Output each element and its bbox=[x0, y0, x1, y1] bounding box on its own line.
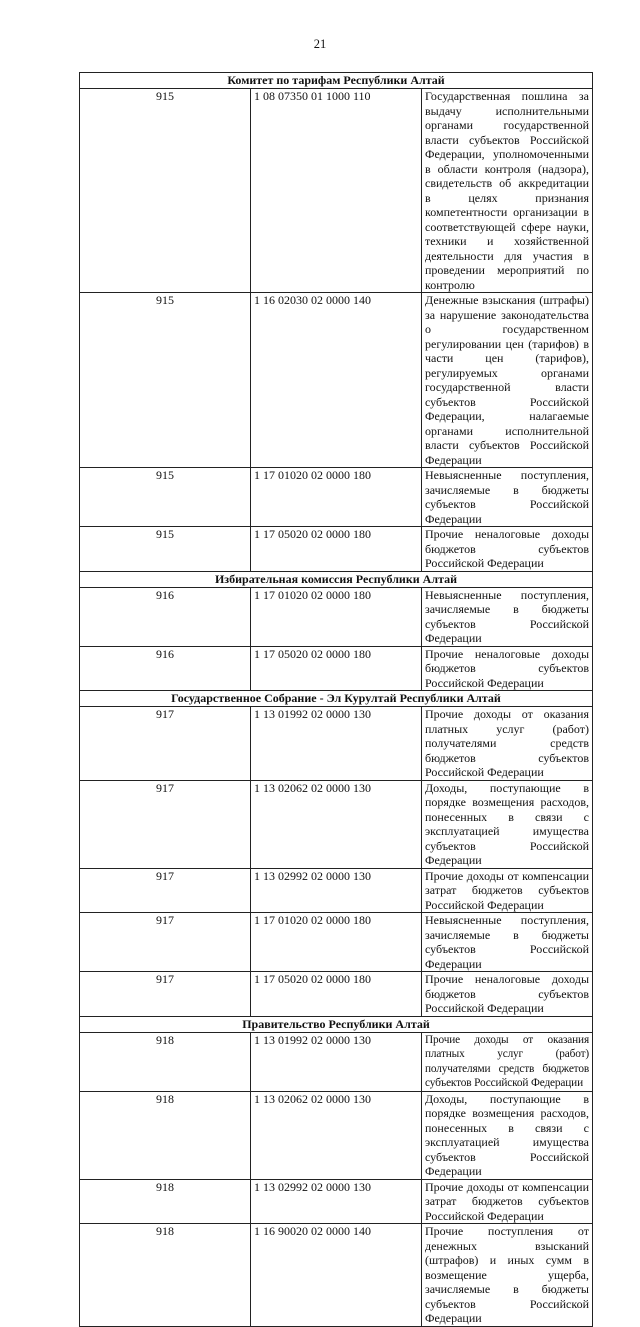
admin-code-cell: 917 bbox=[80, 913, 251, 972]
admin-code-cell: 915 bbox=[80, 527, 251, 572]
description-cell: Прочие доходы от оказания платных услуг (работ) получателями средств бюджетов субъектов Российской Федерации bbox=[422, 707, 593, 781]
description-cell: Доходы, поступающие в порядке возмещения расходов, понесенных в связи с эксплуатацией имущества субъектов Российской Федерации bbox=[422, 1091, 593, 1179]
admin-code-cell: 915 bbox=[80, 89, 251, 293]
section-title: Правительство Республики Алтай bbox=[80, 1016, 593, 1032]
description-cell: Прочие неналоговые доходы бюджетов субъектов Российской Федерации bbox=[422, 972, 593, 1017]
description-cell: Прочие доходы от компенсации затрат бюджетов субъектов Российской Федерации bbox=[422, 868, 593, 913]
section-header-row bbox=[80, 691, 593, 707]
admin-code-cell: 917 bbox=[80, 707, 251, 781]
admin-code-cell: 918 bbox=[80, 1224, 251, 1327]
table-row bbox=[80, 913, 593, 972]
admin-code-cell: 917 bbox=[80, 868, 251, 913]
budget-code-cell: 1 13 01992 02 0000 130 bbox=[251, 1032, 422, 1091]
table-row bbox=[80, 293, 593, 468]
description-cell: Прочие неналоговые доходы бюджетов субъектов Российской Федерации bbox=[422, 646, 593, 691]
budget-code-cell: 1 17 05020 02 0000 180 bbox=[251, 646, 422, 691]
admin-code-cell: 918 bbox=[80, 1091, 251, 1179]
table-row bbox=[80, 1224, 593, 1327]
table-body bbox=[80, 73, 593, 1327]
description-cell: Прочие поступления от денежных взысканий (штрафов) и иных сумм в возмещение ущерба, зачисляемые в бюджеты субъектов Российской Федерации bbox=[422, 1224, 593, 1327]
table-row bbox=[80, 1032, 593, 1091]
admin-code-cell: 915 bbox=[80, 468, 251, 527]
description-cell: Невыясненные поступления, зачисляемые в бюджеты субъектов Российской Федерации bbox=[422, 587, 593, 646]
description-cell: Невыясненные поступления, зачисляемые в бюджеты субъектов Российской Федерации bbox=[422, 913, 593, 972]
table-row bbox=[80, 1091, 593, 1179]
description-cell: Государственная пошлина за выдачу исполнительными органами государственной власти субъектов Российской Федерации, уполномоченными в области контроля (надзора), свидетельств об аккредитации в целях признания компетентности организации в соответствующей сфере науки, техники и хозяйственной деятельности для участия в проведении мероприятий по контролю bbox=[422, 89, 593, 293]
section-title: Комитет по тарифам Республики Алтай bbox=[80, 73, 593, 89]
page-number: 21 bbox=[313, 37, 327, 51]
budget-code-cell: 1 16 90020 02 0000 140 bbox=[251, 1224, 422, 1327]
admin-code-cell: 918 bbox=[80, 1032, 251, 1091]
description-cell: Прочие доходы от компенсации затрат бюджетов субъектов Российской Федерации bbox=[422, 1179, 593, 1224]
budget-code-cell: 1 13 02992 02 0000 130 bbox=[251, 1179, 422, 1224]
description-cell: Доходы, поступающие в порядке возмещения расходов, понесенных в связи с эксплуатацией имущества субъектов Российской Федерации bbox=[422, 780, 593, 868]
admin-code-cell: 918 bbox=[80, 1179, 251, 1224]
budget-code-cell: 1 13 02062 02 0000 130 bbox=[251, 1091, 422, 1179]
section-title: Государственное Собрание - Эл Курултай Республики Алтай bbox=[80, 691, 593, 707]
budget-code-cell: 1 13 02062 02 0000 130 bbox=[251, 780, 422, 868]
budget-code-cell: 1 17 01020 02 0000 180 bbox=[251, 587, 422, 646]
admin-code-cell: 916 bbox=[80, 587, 251, 646]
section-header-row bbox=[80, 73, 593, 89]
budget-code-cell: 1 08 07350 01 1000 110 bbox=[251, 89, 422, 293]
budget-code-cell: 1 13 01992 02 0000 130 bbox=[251, 707, 422, 781]
table-row bbox=[80, 468, 593, 527]
budget-code-cell: 1 16 02030 02 0000 140 bbox=[251, 293, 422, 468]
budget-code-cell: 1 17 01020 02 0000 180 bbox=[251, 913, 422, 972]
budget-code-cell: 1 13 02992 02 0000 130 bbox=[251, 868, 422, 913]
description-cell: Денежные взыскания (штрафы) за нарушение законодательства о государственном регулировании цен (тарифов) в части цен (тарифов), регулируемых органами государственной власти субъектов Российской Федерации, налагаемые органами исполнительной власти субъектов Российской Федерации bbox=[422, 293, 593, 468]
section-header-row bbox=[80, 1016, 593, 1032]
description-cell: Прочие доходы от оказания платных услуг (работ) получателями средств бюджетов субъектов Российской Федерации bbox=[422, 1032, 593, 1091]
budget-code-cell: 1 17 05020 02 0000 180 bbox=[251, 527, 422, 572]
description-cell: Прочие неналоговые доходы бюджетов субъектов Российской Федерации bbox=[422, 527, 593, 572]
budget-code-cell: 1 17 05020 02 0000 180 bbox=[251, 972, 422, 1017]
table-row bbox=[80, 707, 593, 781]
admin-code-cell: 916 bbox=[80, 646, 251, 691]
table-row bbox=[80, 868, 593, 913]
budget-code-cell: 1 17 01020 02 0000 180 bbox=[251, 468, 422, 527]
admin-code-cell: 917 bbox=[80, 780, 251, 868]
admin-code-cell: 917 bbox=[80, 972, 251, 1017]
table-row bbox=[80, 527, 593, 572]
admin-code-cell: 915 bbox=[80, 293, 251, 468]
section-header-row bbox=[80, 571, 593, 587]
table-row bbox=[80, 972, 593, 1017]
table-row bbox=[80, 646, 593, 691]
table-row bbox=[80, 780, 593, 868]
section-title: Избирательная комиссия Республики Алтай bbox=[80, 571, 593, 587]
table-row bbox=[80, 89, 593, 293]
table-row bbox=[80, 587, 593, 646]
revenue-codes-table bbox=[79, 72, 593, 1327]
description-cell: Невыясненные поступления, зачисляемые в бюджеты субъектов Российской Федерации bbox=[422, 468, 593, 527]
table-row bbox=[80, 1179, 593, 1224]
